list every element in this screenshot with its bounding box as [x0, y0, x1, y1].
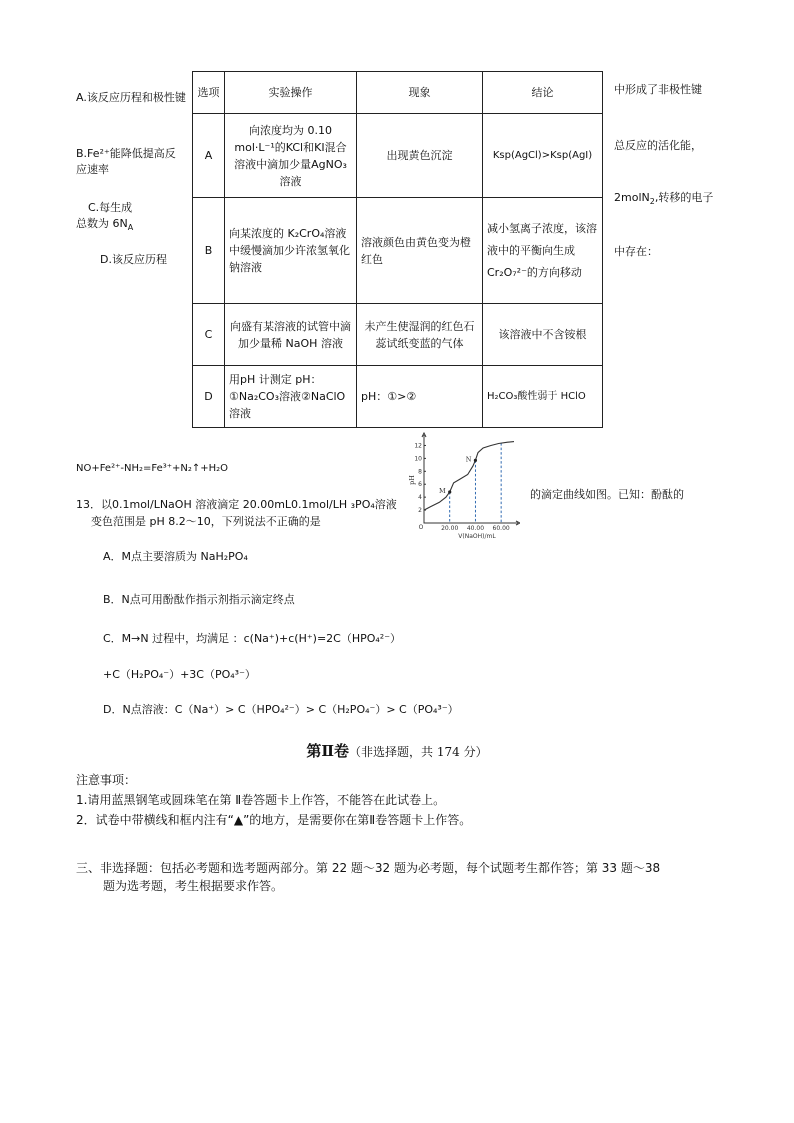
q13-option-a: A．M点主要溶质为 NaH₂PO₄: [103, 550, 248, 563]
origin-label: O: [418, 524, 424, 531]
q13-option-c-line2: +C（H₂PO₄⁻）+3C（PO₄³⁻）: [103, 668, 256, 681]
table-row: [193, 366, 603, 428]
q13-stem-line1-tail: 的滴定曲线如图。已知：酚酞的: [530, 488, 684, 501]
titration-curve: [424, 442, 514, 511]
header-conclusion: 结论: [483, 72, 603, 114]
row-d-phenomenon: pH：①>②: [357, 366, 483, 428]
row-c-phenomenon: 未产生使湿润的红色石蕊试纸变蓝的气体: [357, 304, 483, 366]
option-b-left: [76, 146, 186, 178]
table-row: [193, 304, 603, 366]
row-b-phenomenon: 溶液颜色由黄色变为橙红色: [357, 198, 483, 304]
row-a-operation: 向浓度均为 0.10 mol·L⁻¹的KCl和KI混合溶液中滴加少量AgNO₃溶液: [225, 114, 357, 198]
part2-title-main: 第Ⅱ卷: [306, 742, 350, 760]
experiment-table: [192, 71, 603, 428]
x-tick-label: 40.00: [466, 525, 485, 532]
right-fragment-1: 中形成了非极性键: [614, 83, 702, 96]
row-c-operation: 向盛有某溶液的试管中滴加少量稀 NaOH 溶液: [225, 304, 357, 366]
point-m-marker: [448, 490, 451, 493]
row-b-option: B: [193, 198, 225, 304]
table-row: [193, 114, 603, 198]
y-tick-label: 8: [418, 468, 422, 476]
row-c-conclusion: 该溶液中不含铵根: [483, 304, 603, 366]
row-d-option: D: [193, 366, 225, 428]
q13-option-b: B．N点可用酚酞作指示剂指示滴定终点: [103, 593, 295, 606]
part2-subtitle: （非选择题，共 174 分）: [349, 745, 488, 759]
q13-option-c-line1: C．M→N 过程中，均满足 ：c(Na⁺)+c(H⁺)=2C（HPO₄²⁻）: [103, 632, 402, 645]
row-a-option: A: [193, 114, 225, 198]
row-a-phenomenon: 出现黄色沉淀: [357, 114, 483, 198]
titration-chart: [408, 432, 520, 540]
option-d-left: [100, 252, 190, 268]
y-tick-label: 4: [418, 494, 422, 502]
x-tick-label: 60.00: [492, 525, 510, 532]
header-operation: 实验操作: [225, 72, 357, 114]
table-header-row: [193, 72, 603, 114]
right-fragment-4: 中存在：: [614, 245, 658, 258]
point-m-label: M: [439, 486, 446, 495]
option-d-text: D.该反应历程: [100, 253, 167, 266]
notice-item-1: 1.请用蓝黑钢笔或圆珠笔在第 Ⅱ卷答题卡上作答，不能答在此试卷上。: [76, 793, 446, 807]
reaction-equation: NO+Fe²⁺-NH₂=Fe³⁺+N₂↑+H₂O: [76, 463, 229, 474]
notice-title: 注意事项：: [76, 773, 137, 787]
option-b-text: B.Fe²⁺能降低提高反应速率: [76, 147, 176, 176]
y-axis-label: pH: [408, 475, 416, 485]
q13-stem-line2: 变色范围是 pH 8.2～10，下列说法不正确的是: [91, 515, 321, 528]
y-tick-label: 12: [414, 442, 422, 450]
header-option: 选项: [193, 72, 225, 114]
row-b-conclusion: 减小氢离子浓度，该溶液中的平衡向生成Cr₂O₇²⁻的方向移动: [483, 198, 603, 304]
option-c-line1: C.每生成: [88, 201, 133, 214]
header-phenomenon: 现象: [357, 72, 483, 114]
table-row: [193, 198, 603, 304]
right-fragment-2: 总反应的活化能，: [614, 139, 702, 152]
row-d-conclusion: H₂CO₃酸性弱于 HClO: [483, 366, 603, 428]
q13-option-d: D．N点溶液：C（Na⁺）> C（HPO₄²⁻）> C（H₂PO₄⁻）> C（PO₄³⁻）: [103, 703, 459, 716]
option-a-text: A.该反应历程和极性键: [76, 91, 186, 104]
row-b-operation: 向某浓度的 K₂CrO₄溶液中缓慢滴加少许浓氢氧化钠溶液: [225, 198, 357, 304]
chart-axes: [424, 435, 518, 523]
option-c-left: [76, 200, 186, 232]
y-tick-label: 6: [418, 481, 422, 489]
y-tick-label: 10: [414, 455, 422, 463]
x-axis-label: V(NaOH)/mL: [458, 533, 496, 540]
row-a-conclusion: Ksp(AgCl)>Ksp(AgI): [483, 114, 603, 198]
part2-title: [0, 740, 794, 761]
q13-stem-line1: 13．以0.1mol/LNaOH 溶液滴定 20.00mL0.1mol/LH ₃PO₄溶液: [76, 498, 397, 511]
row-c-option: C: [193, 304, 225, 366]
point-n-marker: [474, 459, 477, 462]
section3-line2: 题为选考题，考生根据要求作答。: [103, 879, 284, 893]
x-tick-label: 20.00: [441, 525, 459, 532]
option-c-line2: 总数为 $6N_A$: [76, 217, 134, 233]
point-n-label: N: [465, 455, 472, 464]
right-fragment-3: 2molN$_2$,转移的电子: [614, 191, 714, 207]
row-d-operation: 用pH 计测定 pH：①Na₂CO₃溶液②NaClO 溶液: [225, 366, 357, 428]
section3-line1: 三、非选择题：包括必考题和选考题两部分。第 22 题～32 题为必考题，每个试题考生都作答；第 33 题～38: [76, 861, 661, 875]
option-a-left: [76, 90, 186, 106]
y-tick-label: 2: [418, 507, 422, 515]
notice-item-2: 2．试卷中带横线和框内注有“▲”的地方，是需要你在第Ⅱ卷答题卡上作答。: [76, 813, 472, 827]
